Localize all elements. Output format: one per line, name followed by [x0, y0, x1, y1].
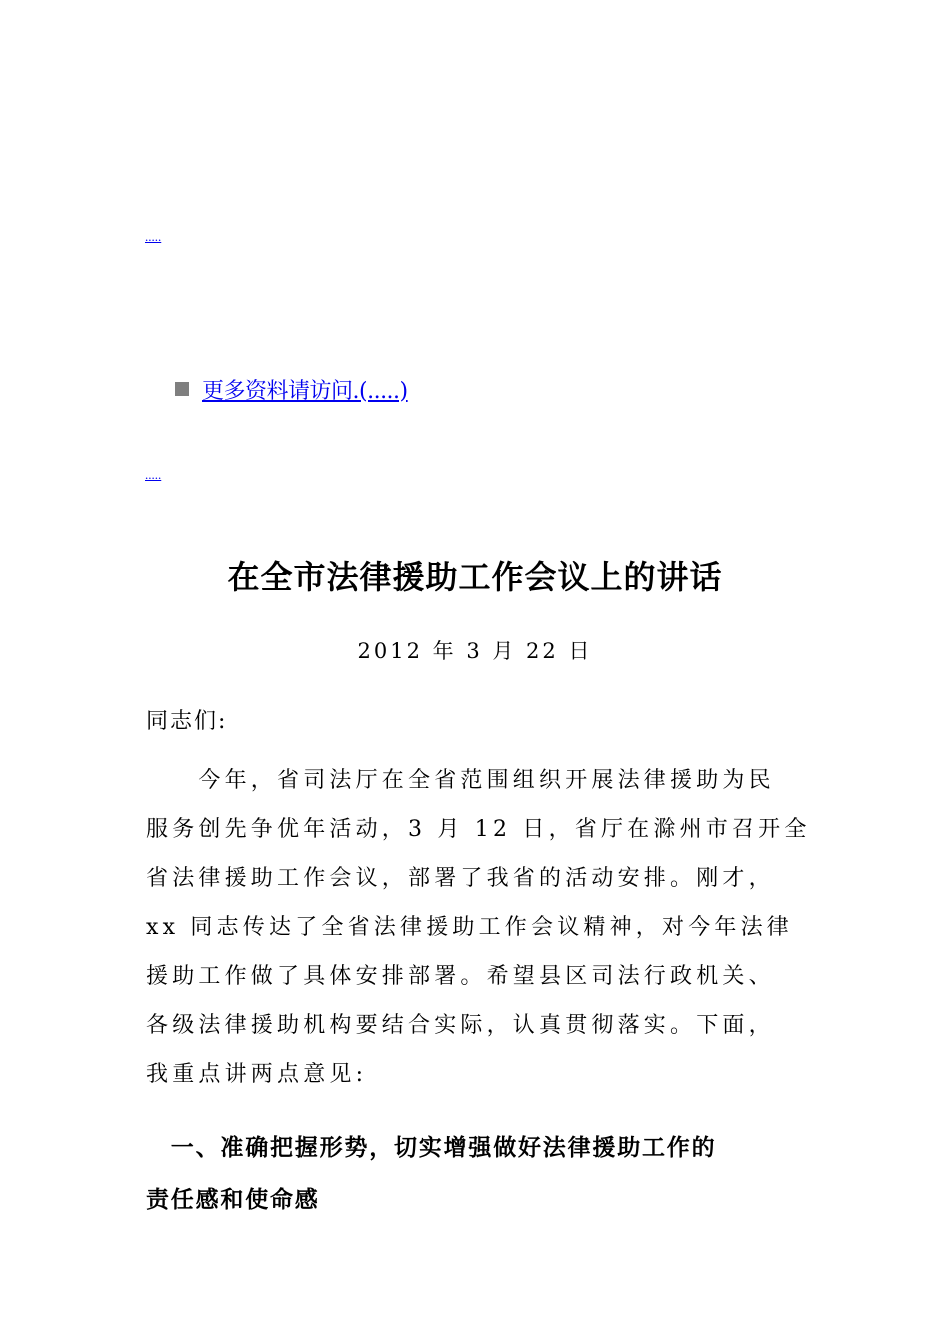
paragraph-line: 援助工作做了具体安排部署。希望县区司法行政机关、 [146, 964, 775, 989]
document-date: 2012 年 3 月 22 日 [357, 639, 593, 663]
body-paragraph [146, 756, 811, 1099]
square-bullet-icon [175, 382, 189, 396]
paragraph-line: 今年，省司法厅在全省范围组织开展法律援助为民 [146, 768, 775, 793]
heading-line: 责任感和使命感 [146, 1187, 320, 1213]
paragraph-line: 我重点讲两点意见: [146, 1062, 368, 1087]
more-info-link[interactable]: 更多资料请访问.(.....) [202, 378, 408, 404]
mid-link[interactable]: ..... [145, 467, 162, 482]
heading-line: 一、准确把握形势，切实增强做好法律援助工作的 [146, 1135, 717, 1161]
more-info-row [175, 374, 408, 404]
top-link[interactable]: ..... [145, 229, 162, 244]
section-heading [146, 1122, 806, 1226]
paragraph-line: 省法律援助工作会议，部署了我省的活动安排。刚才， [146, 866, 775, 891]
greeting: 同志们: [146, 709, 228, 734]
paragraph-line: 服务创先争优年活动，3 月 12 日，省厅在滁州市召开全 [146, 817, 811, 842]
paragraph-line: xx 同志传达了全省法律援助工作会议精神，对今年法律 [146, 915, 794, 940]
paragraph-line: 各级法律援助机构要结合实际，认真贯彻落实。下面， [146, 1013, 775, 1038]
document-title: 在全市法律援助工作会议上的讲话 [227, 558, 723, 596]
